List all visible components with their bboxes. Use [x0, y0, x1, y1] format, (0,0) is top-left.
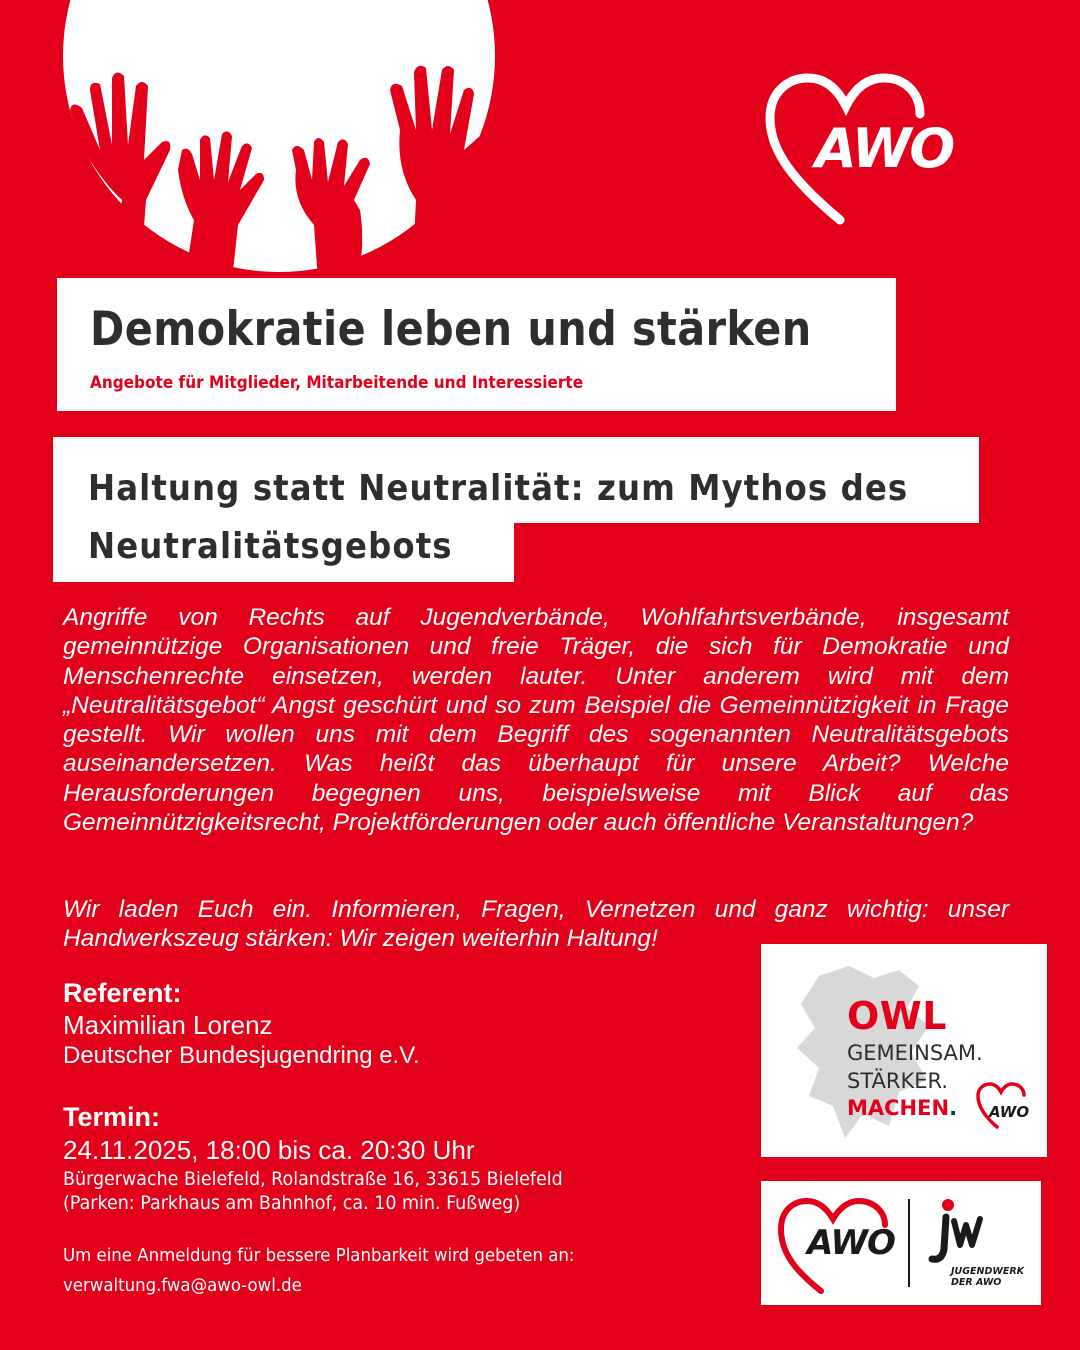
mini-awo-text: AWO [989, 1103, 1030, 1121]
jugendwerk-line2: DER AWO [951, 1277, 1002, 1288]
mini-awo-heart-icon [975, 1081, 1037, 1131]
invitation-paragraph: Wir laden Euch ein. Informieren, Fragen, Vernetzen und ganz wichtig: unser Handwerkszeug stärken: Wir zeigen weiterhin Haltung! [63, 896, 1009, 953]
awo-jugendwerk-logos [761, 1181, 1041, 1305]
termin-parking: (Parken: Parkhaus am Bahnhof, ca. 10 min. Fußweg) [63, 1192, 521, 1214]
awo-logo-text: AWO [815, 117, 954, 180]
referent-label: Referent: [63, 978, 182, 1008]
termin-label: Termin: [63, 1102, 161, 1132]
page-subtitle: Angebote für Mitglieder, Mitarbeitende und Interessierte [90, 373, 584, 393]
owl-line2: STÄRKER. [847, 1069, 949, 1093]
event-topic [88, 460, 952, 576]
owl-line3-dot: . [949, 1096, 958, 1120]
registration-email[interactable]: verwaltung.fwa@awo-owl.de [63, 1275, 302, 1296]
registration-text: Um eine Anmeldung für bessere Planbarkeit wird gebeten an: [63, 1245, 575, 1266]
referent-name: Maximilian Lorenz [63, 1010, 273, 1040]
jugendwerk-logo [926, 1197, 986, 1269]
owl-line3 [847, 1096, 957, 1120]
termin-datetime: 24.11.2025, 18:00 bis ca. 20:30 Uhr [63, 1135, 475, 1165]
logo-divider [908, 1199, 910, 1287]
termin-location: Bürgerwache Bielefeld, Rolandstraße 16, 33615 Bielefeld [63, 1168, 563, 1190]
page-title: Demokratie leben und stärken [90, 302, 812, 357]
owl-line1: GEMEINSAM. [847, 1041, 983, 1065]
awo-footer-text: AWO [807, 1223, 895, 1263]
owl-title: OWL [847, 994, 947, 1038]
owl-badge [761, 944, 1047, 1157]
event-topic-line1: Haltung statt Neutralität: zum Mythos des [88, 468, 909, 509]
jugendwerk-line1: JUGENDWERK [951, 1266, 1025, 1277]
description-paragraph: Angriffe von Rechts auf Jugendverbände, Wohlfahrtsverbände, insgesamt gemeinnützige Organisationen und freie Träger, die sich für Demokratie und Menschenrechte einsetzen, werden lauter. Unter anderem wird mit dem „Neutralitätsgebot“ Angst geschürt und so zum Beispiel die Gemeinnützigkeit in Frage gestellt. Wir wollen uns mit dem Begriff des sogenannten Neutralitätsgebots auseinandersetzen. Was heißt das überhaupt für unsere Arbeit? Welche Herausforderungen begegnen uns, beispielsweise mit Blick auf das Gemeinnützigkeitsrecht, Projektförderungen oder auch öffentliche Veranstaltungen? [63, 604, 1009, 837]
jugendwerk-label [951, 1266, 1024, 1288]
owl-line3-text: MACHEN [847, 1096, 950, 1120]
event-topic-line2: Neutralitätsgebots [88, 526, 453, 567]
title-box [57, 278, 896, 411]
referent-org: Deutscher Bundesjugendring e.V. [63, 1042, 420, 1069]
raised-hands-icon [60, 50, 500, 280]
